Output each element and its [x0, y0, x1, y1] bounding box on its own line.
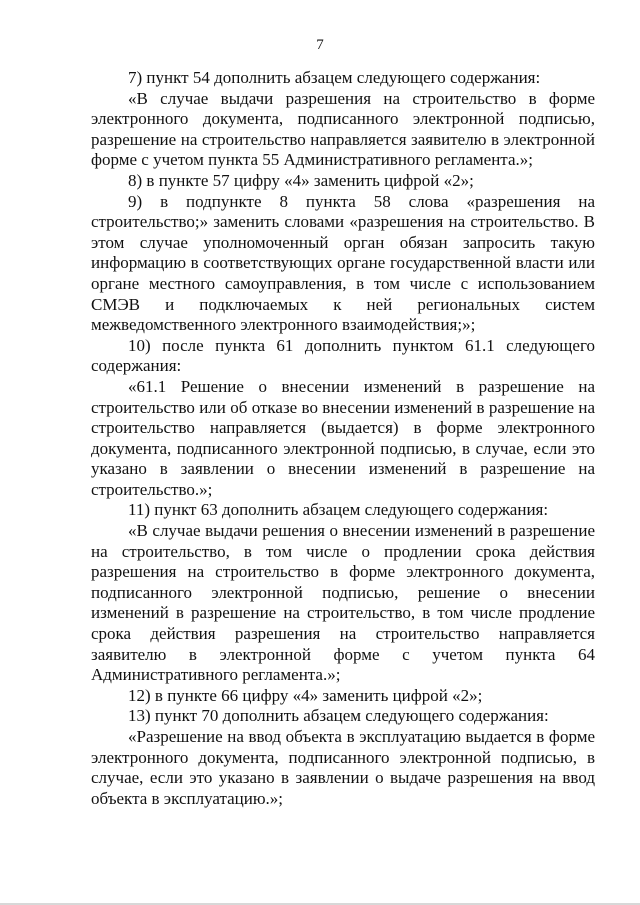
paragraph-item-7: 7) пункт 54 дополнить абзацем следующего содержания: [128, 68, 541, 87]
paragraph-quote-item-10: «61.1 Решение о внесении изменений в разрешение на строительство или об отказе во внесении изменений в разрешение на строительство направляется (выдается) в форме электронного документа, подписанного электронной подписью, в случае, если это указано в заявлении о внесении изменений в разрешение на строительство.»; [91, 376, 595, 499]
page-number: 7 [316, 37, 324, 53]
paragraph-item-13: 13) пункт 70 дополнить абзацем следующего содержания: [128, 706, 549, 726]
paragraph-item-12: 12) в пункте 66 цифру «4» заменить цифрой «2»; [128, 685, 483, 705]
paragraph-item-9: 9) в подпункте 8 пункта 58 слова «разрешения на строительство;» заменить словами «разрешения на строительство. В этом случае уполномоченный орган обязан запросить такую информацию в соответствующих органе государственной власти или органе местного самоуправления, в том числе с использованием СМЭВ и подключаемых к ней региональных систем межведомственного электронного взаимодействия;»; [91, 191, 595, 335]
paragraph-quote-item-13: «Разрешение на ввод объекта в эксплуатацию выдается в форме электронного документа, подписанного электронной подписью, в случае, если это указано в заявлении о выдаче разрешения на ввод объекта в эксплуатацию.»; [91, 727, 595, 808]
paragraph-item-8: 8) в пункте 57 цифру «4» заменить цифрой «2»; [128, 170, 474, 190]
paragraph-item-11: 11) пункт 63 дополнить абзацем следующего содержания: [128, 500, 549, 520]
paragraph-item-10: 10) после пункта 61 дополнить пунктом 61.1 следующего содержания: [91, 335, 595, 376]
paragraph-quote-item-7: «В случае выдачи разрешения на строительство в форме электронного документа, подписанного электронной подписью, разрешение на строительство направляется заявителю в электронной форме с учетом пункта 55 Административного регламента.»; [91, 88, 595, 170]
document-body [91, 68, 595, 809]
paragraph-quote-item-11: «В случае выдачи решения о внесении изменений в разрешение на строительство, в том числе о продлении срока действия разрешения на строительство в форме электронного документа, подписанного электронной подписью, решение о внесении изменений в разрешение на строительство, в том числе продление срока действия разрешения на строительство направляется заявителю в электронной форме с учетом пункта 64 Административного регламента.»; [91, 521, 595, 685]
